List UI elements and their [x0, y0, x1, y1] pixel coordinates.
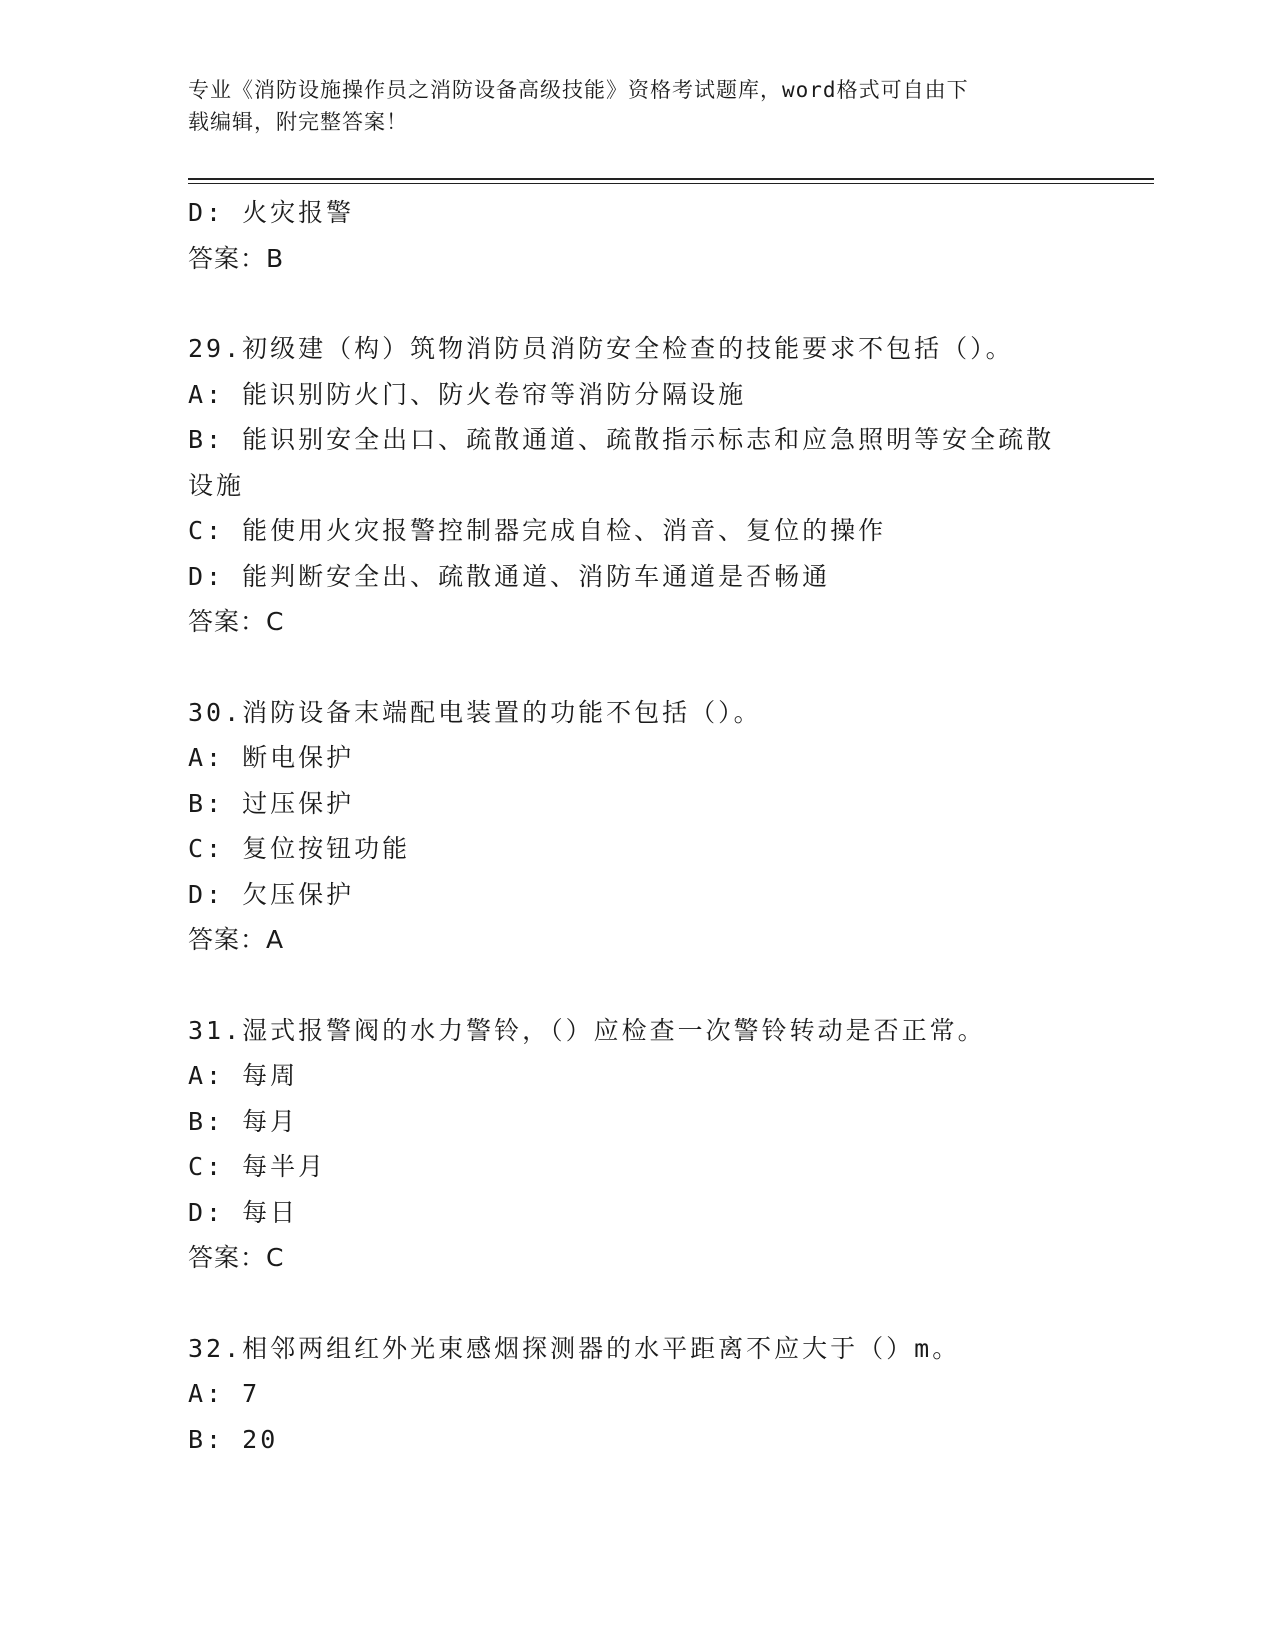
- option-c: C: 每半月: [188, 1152, 327, 1181]
- option-b: B: 20: [188, 1424, 279, 1454]
- header-divider-thin: [188, 183, 1154, 184]
- option-c: C: 复位按钮功能: [188, 834, 411, 863]
- question-stem: 29.初级建（构）筑物消防员消防安全检查的技能要求不包括（）。: [188, 334, 1014, 363]
- question-32: [188, 1326, 1088, 1463]
- option-b: B: 能识别安全出口、疏散通道、疏散指示标志和应急照明等安全疏散: [188, 425, 1055, 454]
- option-a: A: 每周: [188, 1061, 299, 1090]
- header-line-2: 载编辑，附完整答案！: [188, 110, 408, 134]
- question-list: [188, 190, 1088, 1462]
- question-stem: 32.相邻两组红外光束感烟探测器的水平距离不应大于（）m。: [188, 1333, 961, 1363]
- question-stem: 30.消防设备末端配电装置的功能不包括（）。: [188, 697, 762, 727]
- question-30: [188, 690, 1088, 963]
- option-b: B: 每月: [188, 1106, 299, 1136]
- option-d: D: 欠压保护: [188, 879, 355, 909]
- header-divider: [188, 178, 1154, 180]
- spacer: [188, 1281, 1088, 1326]
- option-d: D: 每日: [188, 1197, 299, 1227]
- answer: 答案：C: [188, 1243, 285, 1272]
- header-line-1: 专业《消防设施操作员之消防设备高级技能》资格考试题库，word格式可自由下: [188, 78, 969, 102]
- option-b-continued: 设施: [188, 470, 245, 500]
- question-29: [188, 326, 1088, 645]
- option-b: B: 过压保护: [188, 788, 355, 818]
- answer: 答案：C: [188, 607, 285, 636]
- option-d: D: 能判断安全出、疏散通道、消防车通道是否畅通: [188, 561, 831, 591]
- prev-answer: 答案：B: [188, 243, 285, 273]
- option-a: A: 7: [188, 1379, 261, 1408]
- option-a: A: 能识别防火门、防火卷帘等消防分隔设施: [188, 379, 747, 409]
- question-stem: 31.湿式报警阀的水力警铃，（）应检查一次警铃转动是否正常。: [188, 1015, 986, 1045]
- spacer: [188, 963, 1088, 1008]
- option-c: C: 能使用火灾报警控制器完成自检、消音、复位的操作: [188, 516, 887, 545]
- spacer: [188, 281, 1088, 326]
- option-a: A: 断电保护: [188, 743, 355, 772]
- spacer: [188, 645, 1088, 690]
- prev-option-d: D: 火灾报警: [188, 198, 355, 227]
- question-31: [188, 1008, 1088, 1281]
- answer: 答案：A: [188, 925, 285, 954]
- document-header: [188, 74, 1068, 138]
